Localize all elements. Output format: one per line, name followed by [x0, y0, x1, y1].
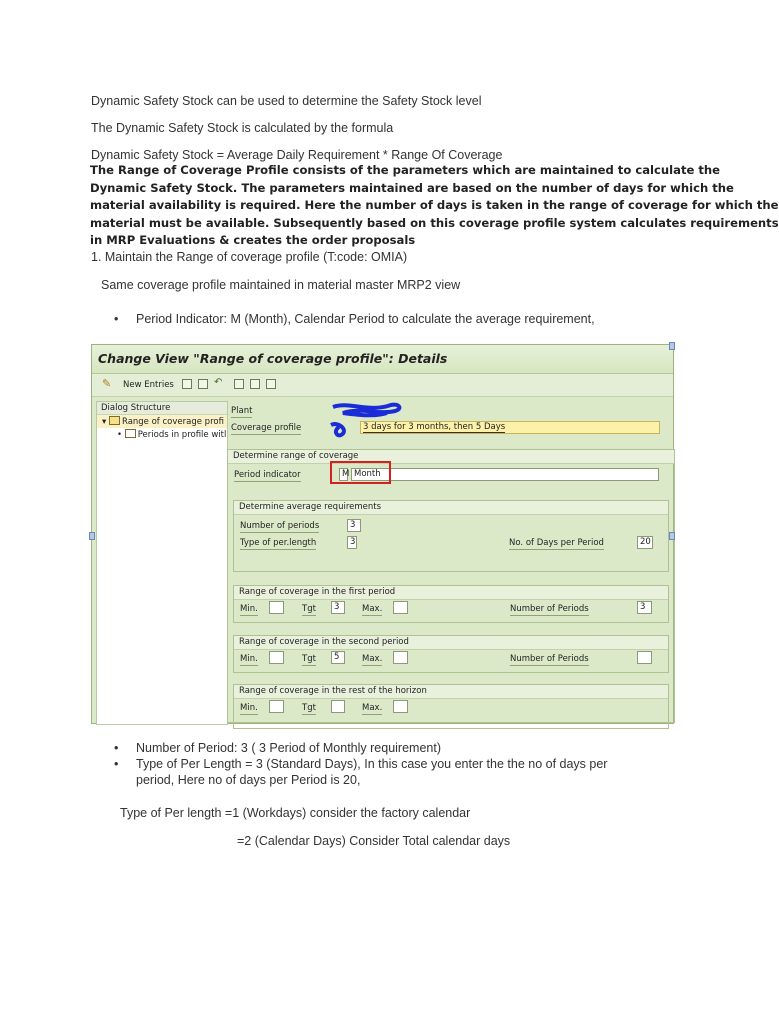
new-entries-button[interactable]: New Entries — [123, 380, 174, 390]
group-title: Determine average requirements — [239, 502, 382, 512]
resize-handle[interactable] — [89, 532, 95, 540]
min-label: Min. — [240, 654, 258, 664]
resize-handle[interactable] — [669, 532, 675, 540]
second-number-of-periods-field[interactable] — [637, 651, 652, 664]
type-of-period-length-field[interactable]: 3 — [347, 536, 357, 549]
intro-line-2: The Dynamic Safety Stock is calculated by the formula — [91, 121, 394, 135]
deselect-icon[interactable] — [266, 379, 276, 389]
group-title: Range of coverage in the rest of the horizon — [239, 686, 427, 696]
tree-item-label: Periods in profile witl — [137, 430, 227, 440]
first-period-group — [233, 585, 669, 623]
number-of-periods-label: Number of Periods — [510, 604, 589, 614]
pencil-icon[interactable]: ✎ — [102, 377, 112, 390]
group-title: Range of coverage in the first period — [239, 587, 396, 597]
resize-handle[interactable] — [669, 342, 675, 350]
sap-window-title: Change View "Range of coverage profile": Details — [98, 351, 448, 366]
sap-title-bar — [92, 345, 673, 374]
rest-max-field[interactable] — [393, 700, 408, 713]
select-block-icon[interactable] — [250, 379, 260, 389]
number-of-periods-label: Number of periods — [240, 521, 320, 531]
same-profile-note: Same coverage profile maintained in material master MRP2 view — [101, 278, 461, 292]
tree-header-label: Dialog Structure — [101, 403, 171, 413]
days-per-period-field[interactable]: 20 — [637, 536, 653, 549]
tree-header — [97, 402, 227, 415]
formula-line: Dynamic Safety Stock = Average Daily Requirement * Range Of Coverage — [91, 148, 503, 162]
min-label: Min. — [240, 703, 258, 713]
group-header — [234, 586, 668, 600]
plant-label: Plant — [231, 406, 253, 416]
select-all-icon[interactable] — [234, 379, 244, 389]
group-header — [234, 685, 668, 699]
first-max-field[interactable] — [393, 601, 408, 614]
second-min-field[interactable] — [269, 651, 284, 664]
copy-icon[interactable] — [182, 379, 192, 389]
group-header — [234, 501, 668, 515]
max-label: Max. — [362, 604, 383, 614]
list-item-continuation-text: period, Here no of days per Period is 20, — [136, 773, 361, 787]
group-title: Determine range of coverage — [233, 451, 359, 461]
sap-detail-panel — [229, 401, 673, 723]
save-icon[interactable] — [198, 379, 208, 389]
coverage-profile-field[interactable] — [360, 421, 660, 434]
period-indicator-label: Period indicator — [234, 470, 301, 480]
tree-item-range-of-coverage[interactable]: ▾ Range of coverage profi — [102, 417, 224, 427]
highlight-box — [330, 461, 391, 484]
type-per-length-2: =2 (Calendar Days) Consider Total calendar days — [237, 834, 511, 848]
first-tgt-field[interactable]: 3 — [331, 601, 345, 614]
intro-line-1: Dynamic Safety Stock can be used to determine the Safety Stock level — [91, 94, 482, 108]
group-header — [228, 450, 674, 464]
type-per-length-1: Type of Per length =1 (Workdays) consider the factory calendar — [120, 806, 471, 820]
description-line: material must be available. Subsequently based on this coverage profile system calculates requirements — [90, 215, 779, 230]
tgt-label: Tgt — [302, 604, 316, 614]
first-number-of-periods-field[interactable]: 3 — [637, 601, 652, 614]
undo-icon[interactable]: ↶ — [214, 377, 223, 388]
tree-item-label: Range of coverage profi — [121, 417, 224, 427]
rest-tgt-field[interactable] — [331, 700, 345, 713]
description-line: in MRP Evaluations & creates the order proposals — [90, 233, 416, 248]
tgt-label: Tgt — [302, 654, 316, 664]
list-item: • Type of Per Length = 3 (Standard Days), In this case you enter the the no of days per — [114, 756, 607, 772]
group-title: Range of coverage in the second period — [239, 637, 409, 647]
second-period-group — [233, 635, 669, 673]
period-details-bullet-list — [114, 740, 607, 788]
tree-item-periods[interactable]: • Periods in profile witl — [117, 430, 227, 440]
tgt-label: Tgt — [302, 703, 316, 713]
number-of-periods-field[interactable]: 3 — [347, 519, 361, 532]
description-line: The Range of Coverage Profile consists of the parameters which are maintained to calculate the — [90, 163, 721, 177]
period-indicator-text-field: Month — [351, 468, 659, 481]
max-label: Max. — [362, 654, 383, 664]
description-line: Dynamic Safety Stock. The parameters maintained are based on the number of days for which the — [90, 180, 734, 195]
sap-toolbar — [92, 374, 673, 397]
coverage-profile-value: 3 days for 3 months, then 5 Days — [363, 422, 506, 432]
period-indicator-code-field[interactable]: M — [339, 468, 348, 481]
list-item-continuation — [114, 772, 607, 788]
period-indicator-bullet-list — [114, 311, 595, 327]
min-label: Min. — [240, 604, 258, 614]
number-of-periods-label: Number of Periods — [510, 654, 589, 664]
group-header — [234, 636, 668, 650]
folder-icon — [125, 429, 136, 438]
second-tgt-field[interactable]: 5 — [331, 651, 345, 664]
coverage-profile-label: Coverage profile — [231, 423, 302, 433]
days-per-period-label: No. of Days per Period — [509, 538, 604, 548]
average-requirements-group — [233, 500, 669, 572]
rest-of-horizon-group — [233, 684, 669, 729]
list-item: • Period Indicator: M (Month), Calendar Period to calculate the average requirement, — [114, 311, 595, 327]
folder-open-icon — [109, 416, 120, 425]
rest-min-field[interactable] — [269, 700, 284, 713]
description-line: material availability is required. Here the number of days is taken in the range of coverage for which the — [90, 198, 779, 213]
first-min-field[interactable] — [269, 601, 284, 614]
second-max-field[interactable] — [393, 651, 408, 664]
step-1: 1. Maintain the Range of coverage profile (T:code: OMIA) — [91, 250, 408, 264]
max-label: Max. — [362, 703, 383, 713]
list-item: • Number of Period: 3 ( 3 Period of Monthly requirement) — [114, 740, 607, 756]
coverage-profile-description — [90, 162, 779, 250]
sap-screenshot — [91, 344, 674, 724]
type-of-period-length-label: Type of per.length — [240, 538, 317, 548]
dialog-structure-tree — [96, 401, 228, 725]
